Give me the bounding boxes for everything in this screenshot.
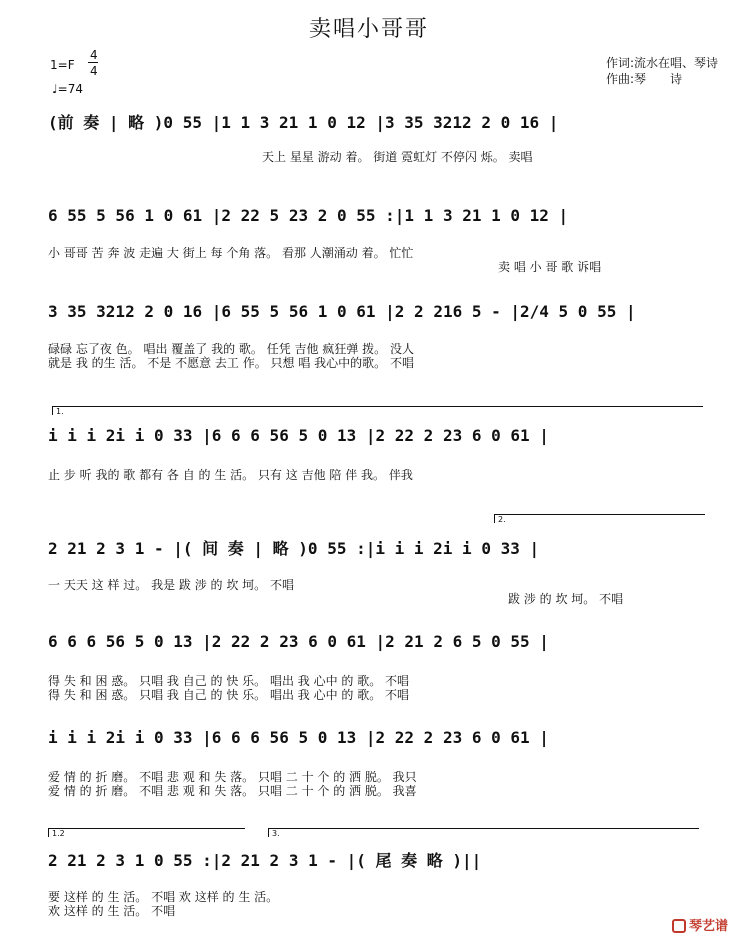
volta-bracket-1 — [52, 406, 703, 415]
tempo-value: =74 — [57, 82, 83, 96]
time-signature-top: 4 — [90, 48, 98, 62]
tempo-marking — [52, 82, 83, 96]
notation-line-2: 6 55 5 56 1 0 61 |2 22 5 23 2 0 55 :|1 1 3 21 1 0 12 | — [48, 206, 569, 225]
lyrics-line-2-verse-2: 卖 唱 小 哥 歌 诉唱 — [498, 260, 602, 274]
lyrics-line-4: 止 步 听 我的 歌 都有 各 自 的 生 活。 只有 这 吉他 陪 伴 我。 伴我 — [48, 468, 413, 482]
lyrics-line-3: 碌碌 忘了夜 色。 唱出 覆盖了 我的 歌。 任凭 吉他 疯狂弹 拨。 没人 — [48, 342, 414, 356]
lyrics-line-6-verse-2: 得 失 和 困 惑。 只唱 我 自己 的 快 乐。 唱出 我 心中 的 歌。 不唱 — [48, 688, 410, 702]
lyrics-line-1: 天上 星星 游动 着。 街道 霓虹灯 不停闪 烁。 卖唱 — [262, 150, 533, 164]
notation-line-5: 2 21 2 3 1 - |( 间 奏 | 略 )0 55 :|i i i 2i i 0 33 | — [48, 539, 540, 558]
notation-line-8: 2 21 2 3 1 0 55 :|2 21 2 3 1 - |( 尾 奏 略 )|| — [48, 851, 482, 870]
lyrics-line-7: 爱 情 的 折 磨。 不唱 悲 观 和 失 落。 只唱 二 十 个 的 洒 脱。 我只 — [48, 770, 417, 784]
notation-line-3: 3 35 3212 2 0 16 |6 55 5 56 1 0 61 |2 2 216 5 - |2/4 5 0 55 | — [48, 302, 636, 321]
volta-label-1: 1. — [56, 407, 64, 416]
site-watermark — [672, 915, 728, 934]
notation-line-1: (前 奏 | 略 )0 55 |1 1 3 21 1 0 12 |3 35 3212 2 0 16 | — [48, 113, 559, 132]
volta-label-3: 3. — [272, 829, 280, 838]
lyrics-line-5: 一 天天 这 样 过。 我是 跋 涉 的 坎 坷。 不唱 — [48, 578, 294, 592]
notation-line-6: 6 6 6 56 5 0 13 |2 22 2 23 6 0 61 |2 21 2 6 5 0 55 | — [48, 632, 549, 651]
volta-label-2: 2. — [498, 515, 506, 524]
notation-line-7: i i i 2i i 0 33 |6 6 6 56 5 0 13 |2 22 2 23 6 0 61 | — [48, 728, 549, 747]
lyrics-line-7-verse-2: 爱 情 的 折 磨。 不唱 悲 观 和 失 落。 只唱 二 十 个 的 洒 脱。 我喜 — [48, 784, 417, 798]
key-signature: 1=F — [50, 58, 75, 72]
composer-credit: 作曲:琴 诗 — [606, 72, 683, 86]
lyrics-line-8: 要 这样 的 生 活。 不唱 欢 这样 的 生 活。 — [48, 890, 279, 904]
lyrics-line-3-verse-2: 就是 我 的生 活。 不是 不愿意 去工 作。 只想 唱 我心中的歌。 不唱 — [48, 356, 414, 370]
logo-icon — [672, 919, 686, 933]
volta-bracket-2 — [494, 514, 705, 523]
quarter-note-icon: ♩ — [52, 82, 58, 96]
lyricist-credit: 作词:流水在唱、琴诗 — [606, 56, 719, 70]
volta-label-1-2: 1.2 — [52, 829, 65, 838]
lyrics-line-2: 小 哥哥 苦 奔 波 走遍 大 街上 每 个角 落。 看那 人潮涌动 着。 忙忙 — [48, 246, 414, 260]
notation-line-4: i i i 2i i 0 33 |6 6 6 56 5 0 13 |2 22 2 23 6 0 61 | — [48, 426, 549, 445]
time-signature-bottom: 4 — [90, 64, 98, 78]
watermark-text: 琴艺谱 — [688, 919, 728, 934]
lyrics-line-5-verse-2: 跋 涉 的 坎 坷。 不唱 — [508, 592, 624, 606]
song-title: 卖唱小哥哥 — [308, 17, 429, 42]
time-signature-divider — [88, 62, 98, 63]
volta-bracket-1-2 — [48, 828, 245, 837]
volta-bracket-3 — [268, 828, 699, 837]
lyrics-line-6: 得 失 和 困 惑。 只唱 我 自己 的 快 乐。 唱出 我 心中 的 歌。 不唱 — [48, 674, 410, 688]
lyrics-line-8-verse-2: 欢 这样 的 生 活。 不唱 — [48, 904, 176, 918]
